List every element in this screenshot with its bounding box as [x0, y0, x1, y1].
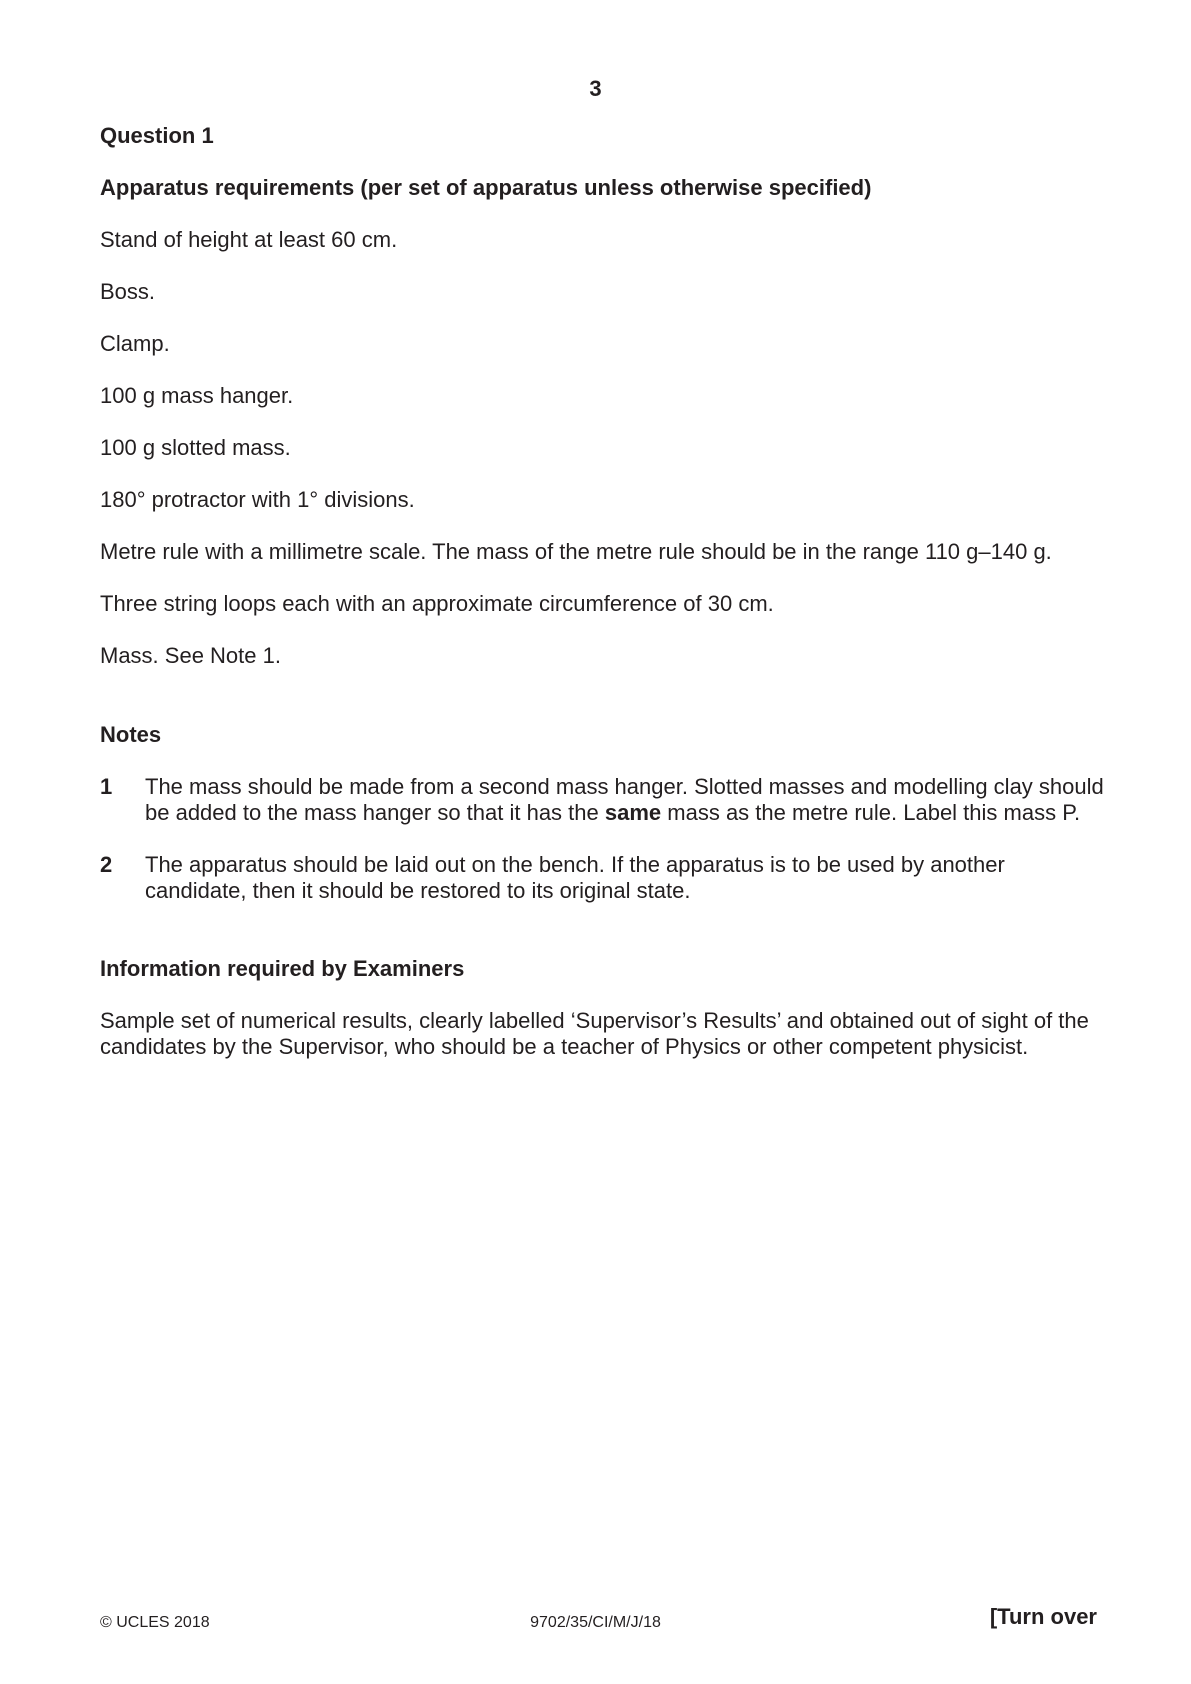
- document-code: 9702/35/CI/M/J/18: [530, 1614, 661, 1631]
- copyright: © UCLES 2018: [100, 1614, 210, 1631]
- apparatus-item: Boss.: [100, 279, 156, 304]
- note-emphasis: same: [604, 800, 662, 825]
- info-text: Sample set of numerical results, clearly labelled ‘Supervisor’s Results’ and obtained out of sight of the candidates by the Supervisor, who should be a teacher of Physics or other competent physicist.: [100, 1008, 1089, 1059]
- note-text: The mass should be made from a second mass hanger. Slotted masses and modelling clay should be added to the mass hanger so that it has the same mass as the metre rule. Label this mass P.: [145, 774, 1104, 825]
- note-text: The apparatus should be laid out on the bench. If the apparatus is to be used by another candidate, then it should be restored to its original state.: [145, 852, 1005, 903]
- notes-heading: Notes: [100, 722, 162, 747]
- apparatus-item: Clamp.: [100, 331, 170, 356]
- apparatus-item: Mass. See Note 1.: [100, 643, 281, 668]
- apparatus-item: Three string loops each with an approximate circumference of 30 cm.: [100, 591, 774, 616]
- info-heading: Information required by Examiners: [100, 956, 465, 981]
- apparatus-item: 180° protractor with 1° divisions.: [100, 487, 415, 512]
- page-number: 3: [589, 76, 602, 101]
- question-title: Question 1: [100, 123, 214, 148]
- note-number: 2: [100, 852, 113, 877]
- apparatus-item: Metre rule with a millimetre scale. The mass of the metre rule should be in the range 110 g–140 g.: [100, 539, 1052, 564]
- apparatus-heading: Apparatus requirements (per set of apparatus unless otherwise specified): [100, 175, 872, 200]
- apparatus-item: 100 g slotted mass.: [100, 435, 291, 460]
- apparatus-item: Stand of height at least 60 cm.: [100, 227, 398, 252]
- note-number: 1: [100, 774, 113, 799]
- turn-over: [Turn over: [989, 1604, 1097, 1629]
- apparatus-item: 100 g mass hanger.: [100, 383, 294, 408]
